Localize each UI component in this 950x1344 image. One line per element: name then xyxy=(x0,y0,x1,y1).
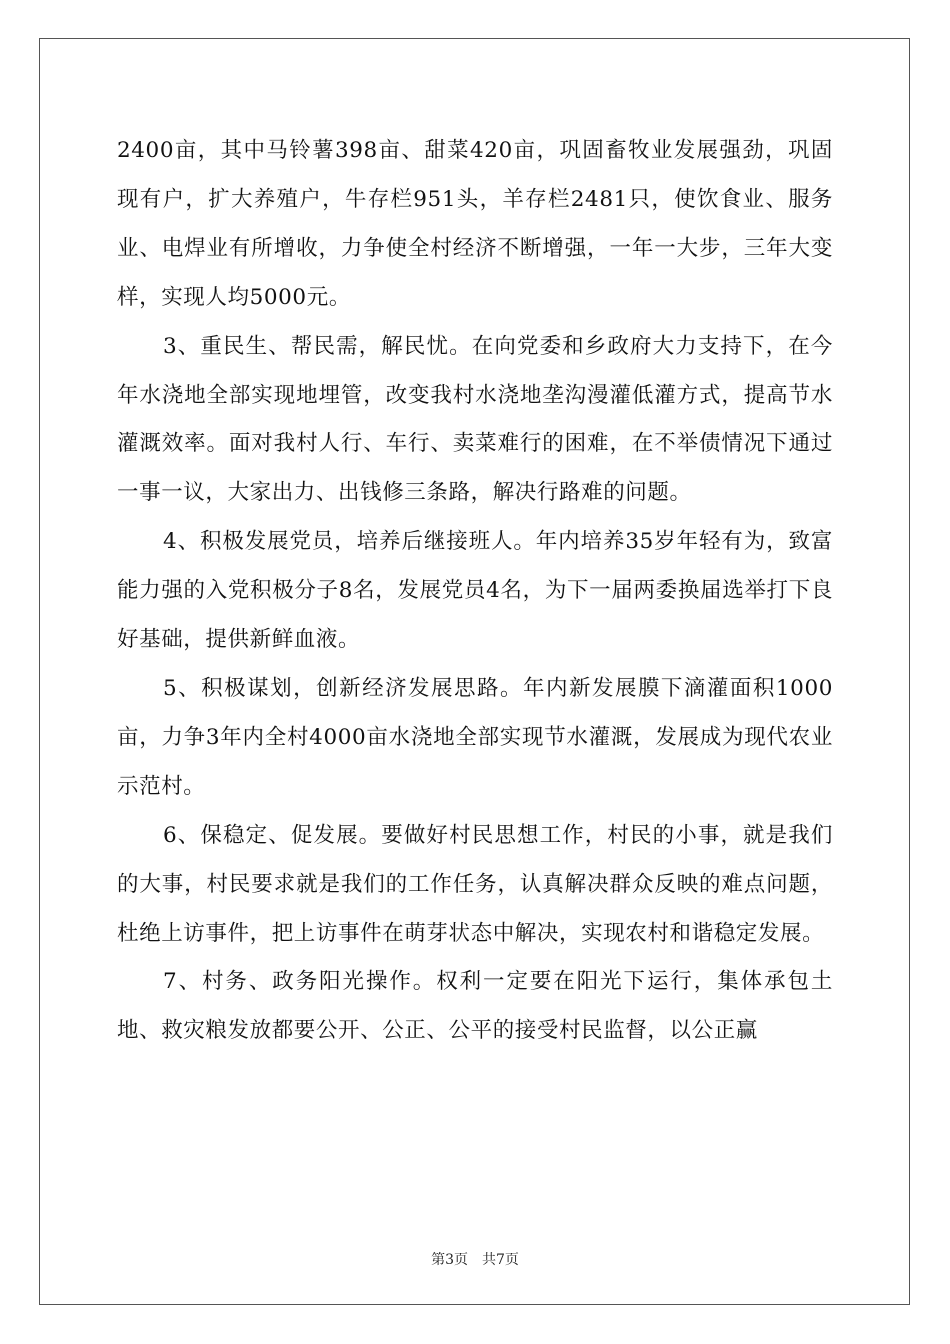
page-number-total: 共7页 xyxy=(482,1252,519,1268)
paragraph-item-3: 3、重民生、帮民需，解民忧。在向党委和乡政府大力支持下，在今年水浇地全部实现地埋管，改变我村水浇地垄沟漫灌低灌方式，提高节水灌溉效率。面对我村人行、车行、卖菜难行的困难，在不举债情况下通过一事一议，大家出力、出钱修三条路，解决行路难的问题。 xyxy=(117,333,833,506)
paragraph-item-5: 5、积极谋划，创新经济发展思路。年内新发展膜下滴灌面积1000亩，力争3年内全村4000亩水浇地全部实现节水灌溉，发展成为现代农业示范村。 xyxy=(117,675,833,799)
document-body xyxy=(117,127,833,1056)
page-number-current: 第3页 xyxy=(431,1252,468,1268)
paragraph-item-6: 6、保稳定、促发展。要做好村民思想工作，村民的小事，就是我们的大事，村民要求就是我们的工作任务，认真解决群众反映的难点问题，杜绝上访事件，把上访事件在萌芽状态中解决，实现农村和谐稳定发展。 xyxy=(117,822,833,946)
page-footer xyxy=(0,1249,950,1269)
paragraph-continuation: 2400亩，其中马铃薯398亩、甜菜420亩，巩固畜牧业发展强劲，巩固现有户，扩大养殖户，牛存栏951头，羊存栏2481只，使饮食业、服务业、电焊业有所增收，力争使全村经济不断增强，一年一大步，三年大变样，实现人均5000元。 xyxy=(117,138,833,310)
paragraph-item-7: 7、村务、政务阳光操作。权利一定要在阳光下运行，集体承包土地、救灾粮发放都要公开、公正、公平的接受村民监督，以公正赢 xyxy=(117,969,833,1044)
paragraph-item-4: 4、积极发展党员，培养后继接班人。年内培养35岁年轻有为，致富能力强的入党积极分子8名，发展党员4名，为下一届两委换届选举打下良好基础，提供新鲜血液。 xyxy=(117,529,833,653)
